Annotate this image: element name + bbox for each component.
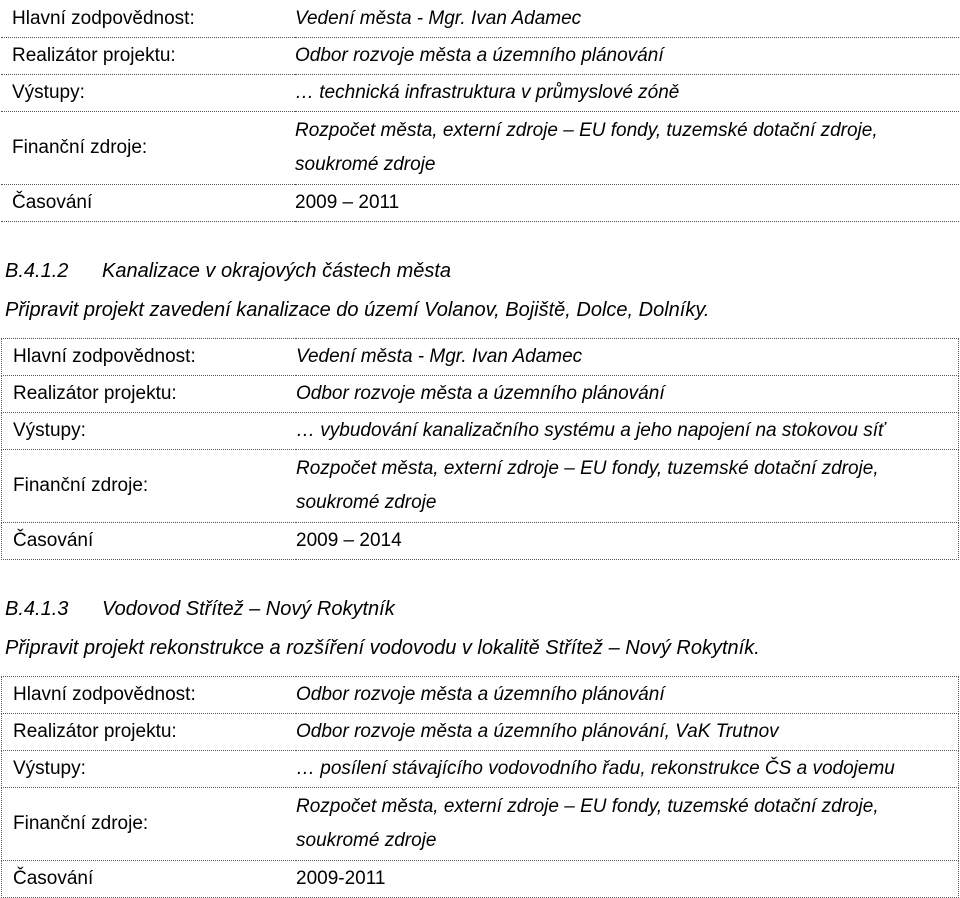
value-implementer: Odbor rozvoje města a územního plánování (295, 38, 959, 75)
project-table-3 (0, 676, 960, 898)
value-implementer: Odbor rozvoje města a územního plánování, VaK Trutnov (296, 714, 959, 751)
value-funding-line1: Rozpočet města, externí zdroje – EU fondy, tuzemské dotační zdroje, (296, 796, 879, 817)
section-title: Vodovod Střítež – Nový Rokytník (102, 598, 395, 620)
section-intro: Připravit projekt zavedení kanalizace do území Volanov, Bojiště, Dolce, Dolníky. (5, 299, 710, 321)
value-timing: 2009 – 2014 (296, 523, 959, 560)
value-responsibility: Vedení města - Mgr. Ivan Adamec (296, 339, 959, 376)
label-responsibility: Hlavní zodpovědnost: (2, 339, 297, 376)
value-funding-line2: soukromé zdroje (295, 154, 436, 175)
label-funding: Finanční zdroje: (2, 788, 297, 861)
project-table-1 (0, 1, 960, 222)
value-outputs: … posílení stávajícího vodovodního řadu, rekonstrukce ČS a vodojemu (296, 751, 959, 788)
label-responsibility: Hlavní zodpovědnost: (1, 1, 295, 38)
section-heading-b413 (5, 598, 395, 621)
value-funding (295, 112, 959, 185)
label-outputs: Výstupy: (2, 751, 297, 788)
value-funding-line1: Rozpočet města, externí zdroje – EU fondy, tuzemské dotační zdroje, (296, 458, 879, 479)
value-funding-line1: Rozpočet města, externí zdroje – EU fondy, tuzemské dotační zdroje, (295, 120, 878, 141)
label-implementer: Realizátor projektu: (2, 376, 297, 413)
value-responsibility: Odbor rozvoje města a územního plánování (296, 677, 959, 714)
label-timing: Časování (1, 185, 295, 222)
label-funding: Finanční zdroje: (2, 450, 297, 523)
label-implementer: Realizátor projektu: (1, 38, 295, 75)
label-funding: Finanční zdroje: (1, 112, 295, 185)
project-table-2 (0, 338, 960, 560)
value-timing: 2009-2011 (296, 861, 959, 898)
label-outputs: Výstupy: (2, 413, 297, 450)
value-outputs: … vybudování kanalizačního systému a jeho napojení na stokovou síť (296, 413, 959, 450)
label-timing: Časování (2, 861, 297, 898)
label-timing: Časování (2, 523, 297, 560)
value-implementer: Odbor rozvoje města a územního plánování (296, 376, 959, 413)
label-outputs: Výstupy: (1, 75, 295, 112)
section-heading-b412 (5, 260, 451, 283)
label-responsibility: Hlavní zodpovědnost: (2, 677, 297, 714)
section-number: B.4.1.2 (5, 260, 69, 282)
value-funding-line2: soukromé zdroje (296, 492, 437, 513)
value-funding (296, 450, 959, 523)
value-funding (296, 788, 959, 861)
value-responsibility: Vedení města - Mgr. Ivan Adamec (295, 1, 959, 38)
value-funding-line2: soukromé zdroje (296, 830, 437, 851)
value-timing: 2009 – 2011 (295, 185, 959, 222)
section-title: Kanalizace v okrajových částech města (102, 260, 452, 282)
section-intro: Připravit projekt rekonstrukce a rozšíření vodovodu v lokalitě Střítež – Nový Rokytník. (5, 637, 760, 659)
section-number: B.4.1.3 (5, 598, 69, 620)
value-outputs: … technická infrastruktura v průmyslové zóně (295, 75, 959, 112)
label-implementer: Realizátor projektu: (2, 714, 297, 751)
